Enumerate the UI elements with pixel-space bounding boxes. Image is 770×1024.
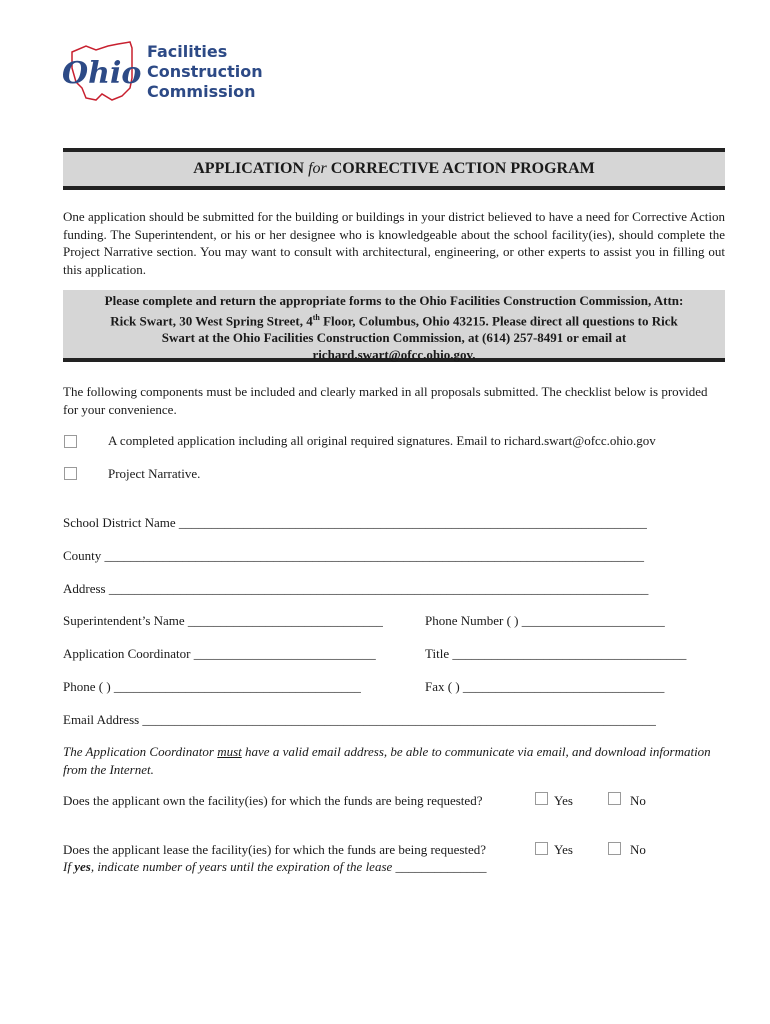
address-field[interactable]: Address ___________________________________________________________________________________: [63, 581, 649, 596]
logo-commission-name: [147, 42, 263, 102]
contact-email: richard.swart@ofcc.ohio.gov.: [312, 347, 476, 363]
lease-yes-label: Yes: [554, 842, 573, 857]
own-yes-checkbox[interactable]: [535, 792, 548, 805]
own-question: Does the applicant own the facility(ies) for which the funds are being requested?: [63, 793, 483, 808]
page-title: APPLICATION for CORRECTIVE ACTION PROGRAM: [193, 160, 595, 177]
lease-no-checkbox[interactable]: [608, 842, 621, 855]
title-field[interactable]: Title ____________________________________: [425, 646, 687, 661]
county-field[interactable]: County ___________________________________________________________________________________: [63, 548, 645, 563]
school-district-field[interactable]: School District Name ________________________________________________________________________: [63, 515, 647, 530]
own-no-label: No: [630, 793, 646, 808]
checklist-checkbox-application[interactable]: [64, 435, 77, 448]
lease-expiration-field[interactable]: If yes, indicate number of years until the expiration of the lease ______________: [63, 859, 487, 874]
phone-field[interactable]: Phone ( ) ______________________________________: [63, 679, 361, 694]
checklist-label: A completed application including all original required signatures. Email to richard.swart@ofcc.ohio.gov: [108, 433, 656, 448]
own-yes-label: Yes: [554, 793, 573, 808]
phone-number-field[interactable]: Phone Number ( ) ______________________: [425, 613, 665, 628]
own-no-checkbox[interactable]: [608, 792, 621, 805]
logo-line: Facilities: [147, 42, 228, 61]
checklist-checkbox-narrative[interactable]: [64, 467, 77, 480]
intro-paragraph: One application should be submitted for the building or buildings in your district believed to have a need for Corrective Action funding. The Superintendent, or his or her designee who is knowledgeable about the school facility(ies), should complete the Project Narrative section. You may want to consult with architectural, engineering, or other experts to assist you in filling out this application.: [63, 209, 725, 277]
email-address-field[interactable]: Email Address _______________________________________________________________________________: [63, 712, 656, 727]
logo-state-text: Ohio: [62, 56, 142, 91]
application-coordinator-field[interactable]: Application Coordinator ____________________________: [63, 646, 376, 661]
checklist-label: Project Narrative.: [108, 466, 201, 481]
logo-line: Commission: [147, 82, 256, 101]
coordinator-note: The Application Coordinator must have a valid email address, be able to communicate via email, and download information from the Internet.: [63, 744, 711, 777]
superintendent-name-field[interactable]: Superintendent’s Name ______________________________: [63, 613, 383, 628]
fax-field[interactable]: Fax ( ) _______________________________: [425, 679, 665, 694]
components-paragraph: The following components must be included and clearly marked in all proposals submitted. The checklist below is provided for your convenience.: [63, 384, 708, 417]
lease-no-label: No: [630, 842, 646, 857]
lease-yes-checkbox[interactable]: [535, 842, 548, 855]
logo-line: Construction: [147, 62, 263, 81]
notice-text: Please complete and return the appropriate forms to the Ohio Facilities Construction Commission, Attn: Rick Swart, 30 West Spring Street, 4th Floor, Columbus, Ohio 43215. Please direct all questions to Rick Swart at the Ohio Facilities Construction Commission, at (614) 257-8491 or email at richard.swart@ofcc.ohio.gov.: [63, 292, 725, 363]
lease-question: Does the applicant lease the facility(ies) for which the funds are being requested?: [63, 842, 487, 857]
